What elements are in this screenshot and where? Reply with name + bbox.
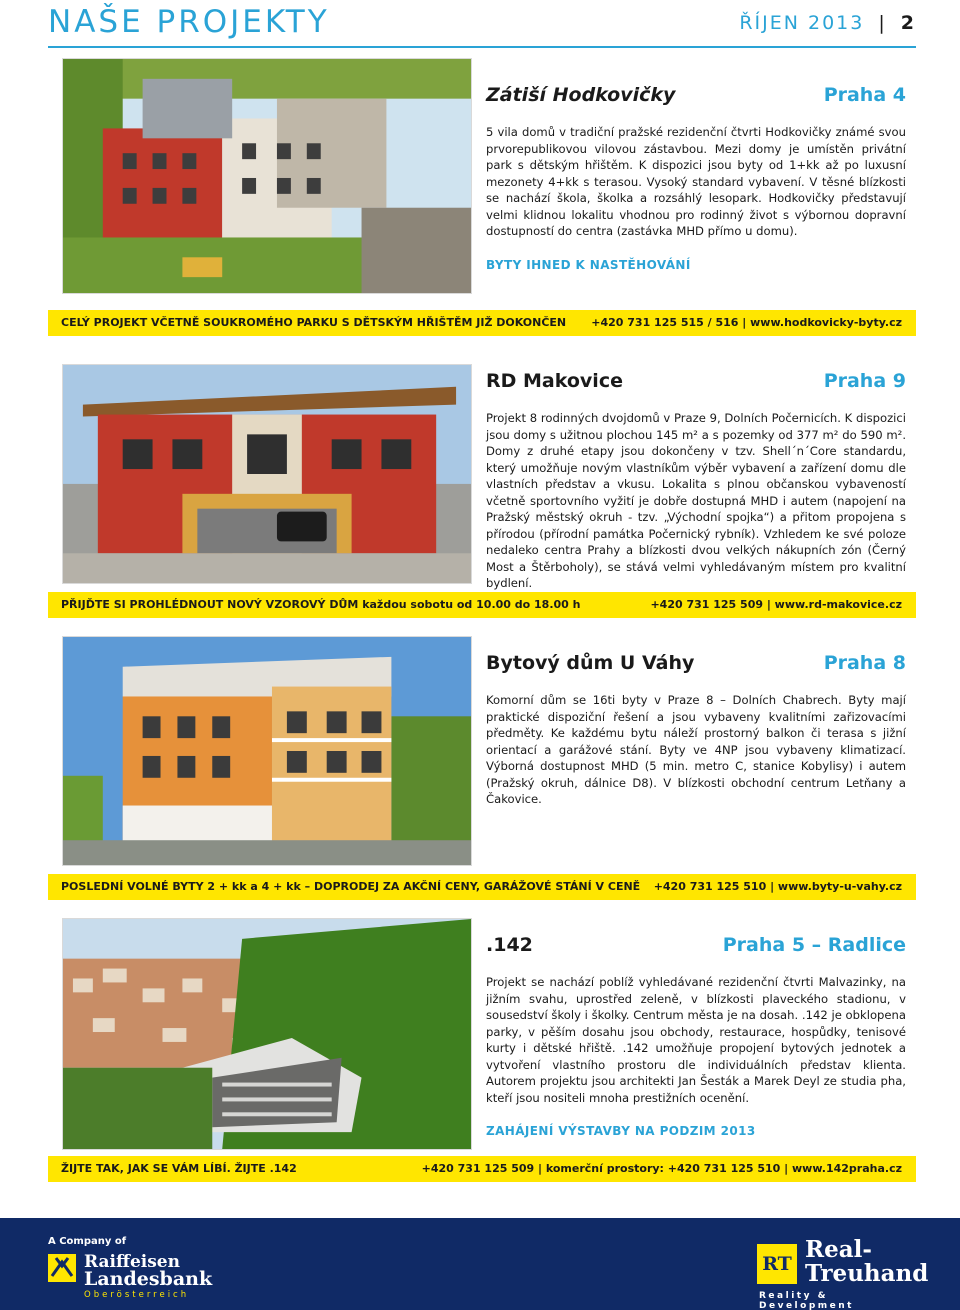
building-photo-illustration xyxy=(63,637,471,865)
rt-line1: Real- xyxy=(805,1236,872,1263)
rt-line3: Reality & Development xyxy=(759,1291,854,1310)
bar-contact[interactable]: +420 731 125 509 | www.rd-makovice.cz xyxy=(650,598,902,611)
page-number: 2 xyxy=(900,12,916,34)
page-footer xyxy=(0,1218,960,1310)
project-heading xyxy=(486,370,906,400)
project-description: Komorní dům se 16ti byty v Praze 8 – Dolních Chabrech. Byty mají praktické dispoziční řešení a jsou vybaveny kvalitními zařizovacími předměty. Ke každému bytu náleží prostorný balkon či terasa s jižní orientací a garážové stání. Byty ve 4NP jsou vybaveny klimatizací. Výborná dostupnost MHD (5 min. metro C, stanice Kobylisy) i autem (Pražský okruh, dálnice D8). V blízkosti obchodní centrum Letňany a Čakovice. xyxy=(486,693,906,806)
project-highlight: ZAHÁJENÍ VÝSTAVBY NA PODZIM 2013 xyxy=(486,1124,756,1138)
project-location: Praha 8 xyxy=(823,652,906,674)
project-bar-142 xyxy=(48,1156,916,1182)
project-heading xyxy=(486,652,906,682)
raiffeisen-line1: Raiffeisen xyxy=(84,1252,180,1272)
project-text xyxy=(486,918,906,1138)
building-photo-illustration xyxy=(63,59,471,293)
project-heading xyxy=(486,934,906,964)
project-u-vahy xyxy=(48,636,916,866)
project-name: RD Makovice xyxy=(486,370,623,392)
project-text xyxy=(486,58,906,272)
project-photo xyxy=(62,364,472,584)
project-photo xyxy=(62,636,472,866)
bar-message: PŘIJĎTE SI PROHLÉDNOUT NOVÝ VZOROVÝ DŮM každou sobotu od 10.00 do 18.00 h xyxy=(61,598,581,611)
project-name: .142 xyxy=(486,934,533,956)
project-142 xyxy=(48,918,916,1150)
bar-contact[interactable]: +420 731 125 509 | komerční prostory: +420 731 125 510 | www.142praha.cz xyxy=(421,1162,902,1175)
project-photo xyxy=(62,918,472,1150)
project-bar-hodkovicky xyxy=(48,310,916,336)
rt-mark-icon: RT xyxy=(757,1244,797,1284)
project-bar-makovice xyxy=(48,592,916,618)
page-title: NAŠE PROJEKTY xyxy=(48,4,330,40)
project-bar-u-vahy xyxy=(48,874,916,900)
bar-contact[interactable]: +420 731 125 515 / 516 | www.hodkovicky-byty.cz xyxy=(591,316,902,329)
project-text xyxy=(486,636,906,808)
project-heading xyxy=(486,84,906,114)
page-header xyxy=(48,4,916,44)
project-photo xyxy=(62,58,472,294)
project-name: Zátiší Hodkovičky xyxy=(486,84,676,106)
header-rule xyxy=(48,46,916,48)
raiffeisen-line2: Landesbank xyxy=(84,1268,213,1290)
issue-date: ŘÍJEN 2013 xyxy=(739,12,865,34)
issue-separator: | xyxy=(878,12,887,34)
building-photo-illustration xyxy=(63,919,471,1149)
project-text xyxy=(486,364,906,592)
bar-contact[interactable]: +420 731 125 510 | www.byty-u-vahy.cz xyxy=(653,880,902,893)
project-makovice xyxy=(48,364,916,590)
project-location: Praha 9 xyxy=(823,370,906,392)
bar-message: ŽIJTE TAK, JAK SE VÁM LÍBÍ. ŽIJTE .142 xyxy=(61,1162,297,1175)
real-treuhand-logo xyxy=(757,1236,929,1310)
raiffeisen-gable-icon xyxy=(48,1254,76,1282)
bar-message: CELÝ PROJEKT VČETNĚ SOUKROMÉHO PARKU S DĚTSKÝM HŘIŠTĚM JIŽ DOKONČEN xyxy=(61,316,567,329)
project-description: 5 vila domů v tradiční pražské rezidenční čtvrti Hodkovičky známé svou prvorepublikovou vilovou zástavbou. Mezi domy je umístěn privátní park s dětským hřištěm. K dispozici jsou byty od 1+kk až po luxusní mezonety 4+kk s terasou. Vysoký standard vybavení. V těsné blízkosti se nachází škola, školka a rozsáhlý lesopark. Hodkovičky představují velmi klidnou lokalitu vhodnou pro rodinný život s výbornou dopravní dostupností do centra (zastávka MHD přímo u domu). xyxy=(486,125,906,238)
company-of-label: A Company of xyxy=(48,1236,127,1247)
raiffeisen-logo xyxy=(48,1252,268,1302)
building-photo-illustration xyxy=(63,365,471,583)
rt-line2: Treuhand xyxy=(805,1260,929,1287)
bar-message: POSLEDNÍ VOLNÉ BYTY 2 + kk a 4 + kk – DOPRODEJ ZA AKČNÍ CENY, GARÁŽOVÉ STÁNÍ V CENĚ xyxy=(61,880,641,893)
project-description: Projekt se nachází poblíž vyhledávané rezidenční čtvrti Malvazinky, na jižním svahu, uprostřed zeleně, v blízkosti plaveckého stadionu, v sousedství školy i školky. Centrum města je na dosah. .142 je obklopena parky, v pěším dosahu jsou obchody, restaurace, hospůdky, tenisové kurty i dětské hřiště. .142 umožňuje propojení bytových jednotek a vytvoření vlastního prostoru dle individuálních představ klienta. Autorem projektu jsou architekti Jan Šesták a Marek Deyl ze studia pha, kteří jsou nositeli mnoha prestižních ocenění. xyxy=(486,975,906,1105)
project-description: Projekt 8 rodinných dvojdomů v Praze 9, Dolních Počernicích. K dispozici jsou domy s užitnou plochou 145 m² a s pozemky od 377 m² do 590 m². Domy z druhé etapy jsou dokončeny v tzv. Shell´n´Core standardu, který umožňuje novým vlastníkům výběr vybavení a zařízení domu dle vlastních představ a vkusu. Lokalita s plnou občanskou vybaveností včetně sportovního vyžití je dobře dostupná MHD i autem (napojení na Pražský městský okruh - tzv. „Východní spojka“) a přitom propojena s přírodou (přírodní památka Počernický rybník). Vzhledem ke své poloze nedaleko centra Prahy a blízkosti dvou velkých nákupních zón (Černý Most a Štěrboholy), se stává velmi vyhledávaným místem pro kvalitní bydlení. xyxy=(486,411,906,590)
project-hodkovicky xyxy=(48,58,916,298)
project-location: Praha 5 – Radlice xyxy=(722,934,906,956)
project-location: Praha 4 xyxy=(823,84,906,106)
issue-info xyxy=(739,12,916,34)
project-name: Bytový dům U Váhy xyxy=(486,652,695,674)
raiffeisen-line3: Oberösterreich xyxy=(84,1290,190,1300)
project-highlight: BYTY IHNED K NASTĚHOVÁNÍ xyxy=(486,257,691,272)
